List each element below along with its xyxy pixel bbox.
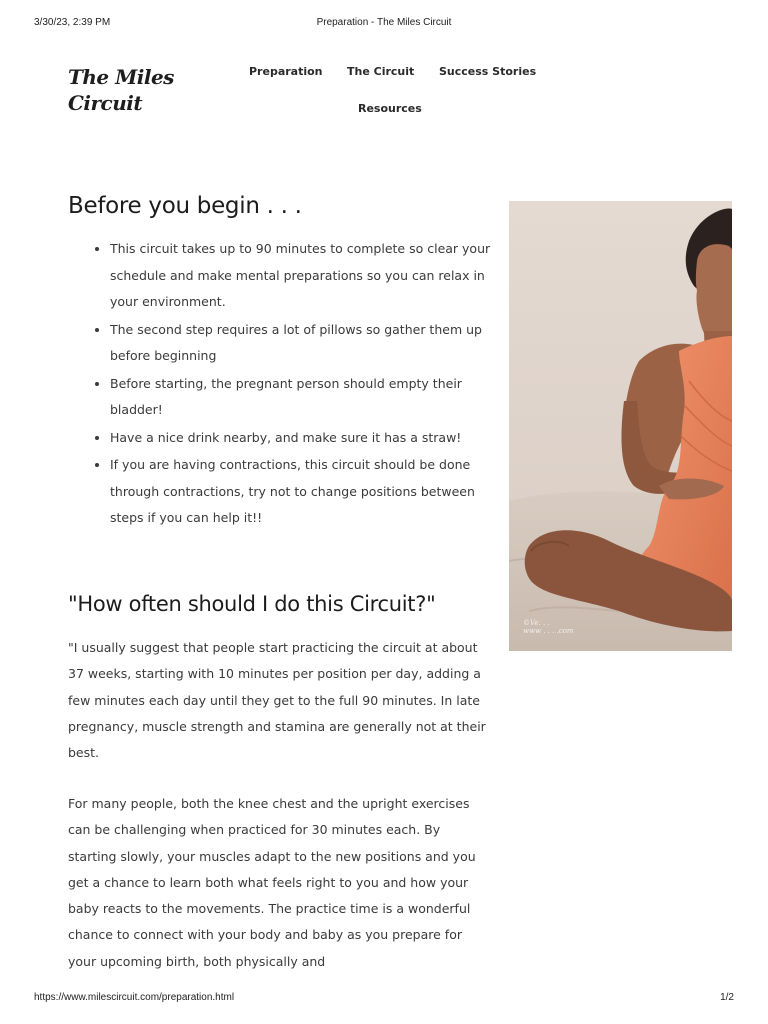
nav-link-resources[interactable]: Resources	[358, 102, 422, 115]
print-url: https://www.milescircuit.com/preparation.html	[34, 992, 235, 1003]
print-header	[0, 17, 768, 33]
print-page-title: Preparation - The Miles Circuit	[316, 17, 452, 28]
nav-link-success-stories[interactable]: Success Stories	[439, 65, 537, 78]
nav-link-preparation[interactable]: Preparation	[249, 65, 323, 78]
paragraph: "I usually suggest that people start practicing the circuit at about 37 weeks, starting with 10 minutes per position per day, adding a few minutes each day until they get to the full 90 minutes. In late pregnancy, muscle strength and stamina are generally not at their best.	[68, 640, 486, 761]
print-datetime: 3/30/23, 2:39 PM	[34, 17, 111, 28]
list-item: • This circuit takes up to 90 minutes to complete so clear your schedule and make mental preparations so you can relax in your environment.	[110, 236, 510, 316]
list-item: • If you are having contractions, this circuit should be done through contractions, try not to change positions between steps if you can help it!!	[110, 452, 510, 532]
photo-watermark: ©Ve. . . www . . . .com	[523, 619, 574, 635]
print-footer	[0, 992, 768, 1008]
site-logo[interactable]	[68, 64, 198, 116]
list-item: • The second step requires a lot of pillows so gather them up before beginning	[110, 317, 510, 370]
list-item: • Have a nice drink nearby, and make sure it has a straw!	[110, 425, 510, 452]
paragraph: For many people, both the knee chest and the upright exercises can be challenging when practiced for 30 minutes each. By starting slowly, your muscles adapt to the new positions and you get a chance to learn both what feels right to you and how your baby reacts to the movements. The practice time is a wonderful chance to connect with your body and baby as you prepare for your upcoming birth, both physically and	[68, 796, 476, 969]
pregnant-woman-photo	[509, 201, 732, 651]
section-heading-before-you-begin: Before you begin . . .	[68, 193, 302, 219]
list-item: • Before starting, the pregnant person should empty their bladder!	[110, 371, 510, 424]
photo-illustration	[509, 201, 732, 651]
section-heading-how-often: "How often should I do this Circuit?"	[68, 592, 436, 616]
print-page-number: 1/2	[720, 992, 734, 1003]
logo-line-2: Circuit	[68, 91, 143, 115]
nav-link-the-circuit[interactable]: The Circuit	[347, 65, 415, 78]
logo-line-1: The Miles	[68, 65, 174, 89]
preparation-list	[90, 236, 510, 533]
